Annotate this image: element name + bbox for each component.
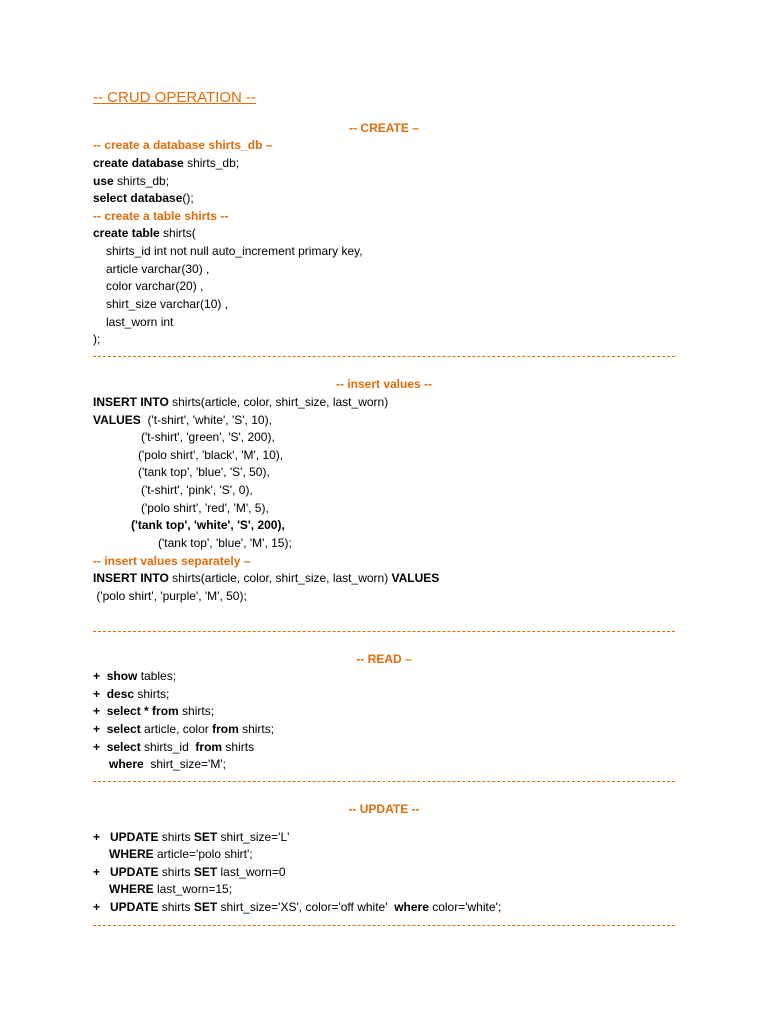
code-line: ('tank top', 'blue', 'S', 50),: [138, 465, 270, 479]
code-line: color varchar(20) ,: [106, 279, 204, 293]
code-line: + select shirts_id from shirts: [93, 740, 255, 754]
comment-create-table: -- create a table shirts --: [93, 209, 229, 223]
code-line: WHERE article='polo shirt';: [109, 847, 253, 861]
code-line: + desc shirts;: [93, 687, 170, 701]
code-line: ('polo shirt', 'purple', 'M', 50);: [93, 589, 247, 603]
code-line: );: [93, 332, 101, 346]
code-line: article varchar(30) ,: [106, 262, 210, 276]
section-divider: [93, 925, 675, 926]
section-divider: [93, 631, 675, 632]
code-line: where shirt_size='M';: [109, 757, 226, 771]
code-line: ('t-shirt', 'green', 'S', 200),: [141, 430, 275, 444]
code-line: + select article, color from shirts;: [93, 722, 275, 736]
code-line: ('polo shirt', 'black', 'M', 10),: [138, 448, 284, 462]
comment-insert-separately: -- insert values separately –: [93, 554, 251, 568]
code-line: create table shirts(: [93, 226, 196, 240]
code-line: + select * from shirts;: [93, 704, 215, 718]
code-line: + UPDATE shirts SET shirt_size='L': [93, 830, 290, 844]
code-line: VALUES ('t-shirt', 'white', 'S', 10),: [93, 413, 272, 427]
comment-create-database: -- create a database shirts_db –: [93, 138, 273, 152]
code-line: + show tables;: [93, 669, 177, 683]
code-line: last_worn int: [106, 315, 174, 329]
code-line: WHERE last_worn=15;: [109, 882, 233, 896]
code-line: INSERT INTO shirts(article, color, shirt_size, last_worn): [93, 395, 389, 409]
code-line: shirt_size varchar(10) ,: [106, 297, 229, 311]
create-heading: -- CREATE –: [349, 121, 419, 135]
code-line: create database shirts_db;: [93, 156, 240, 170]
code-line: select database();: [93, 191, 194, 205]
code-line: shirts_id int not null auto_increment primary key,: [106, 244, 363, 258]
code-line: + UPDATE shirts SET shirt_size='XS', color='off white' where color='white';: [93, 900, 502, 914]
code-line: use shirts_db;: [93, 174, 170, 188]
read-heading: -- READ –: [356, 652, 412, 666]
section-divider: [93, 356, 675, 357]
code-line: ('tank top', 'blue', 'M', 15);: [158, 536, 292, 550]
document-title: -- CRUD OPERATION --: [93, 89, 257, 106]
code-line: ('polo shirt', 'red', 'M', 5),: [141, 501, 269, 515]
insert-heading: -- insert values --: [335, 377, 433, 391]
section-divider: [93, 781, 675, 782]
code-line: + UPDATE shirts SET last_worn=0: [93, 865, 286, 879]
update-heading: -- UPDATE --: [348, 802, 420, 816]
code-line: ('tank top', 'white', 'S', 200),: [131, 518, 285, 532]
code-line: INSERT INTO shirts(article, color, shirt_size, last_worn) VALUES: [93, 571, 440, 585]
code-line: ('t-shirt', 'pink', 'S', 0),: [141, 483, 253, 497]
